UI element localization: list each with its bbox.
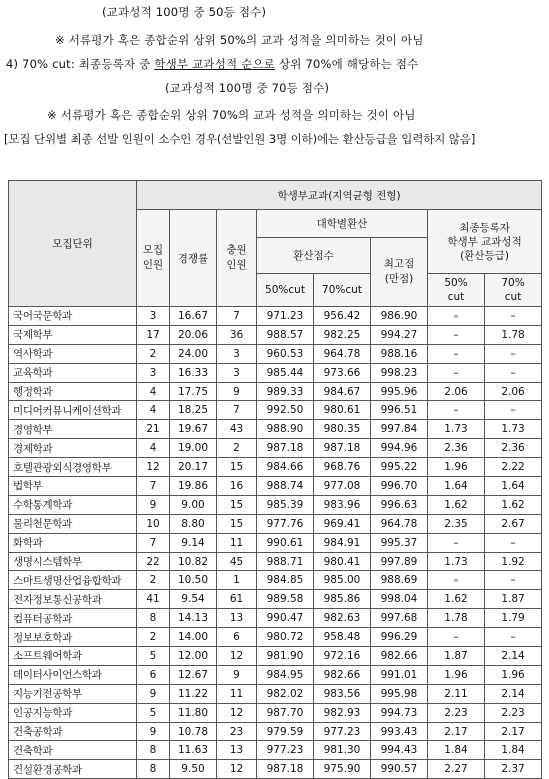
table-cell: 997.84 (371, 420, 428, 439)
table-cell: – (428, 571, 485, 590)
table-cell-unit: 컴퓨터공학과 (9, 609, 137, 628)
table-row (9, 401, 542, 420)
table-cell: 1.62 (485, 495, 542, 514)
table-cell: 1.64 (428, 477, 485, 496)
table-row (9, 477, 542, 496)
table-cell: 968.76 (314, 458, 371, 477)
table-cell: 10.82 (170, 552, 217, 571)
table-cell-unit: 물리천문학과 (9, 514, 137, 533)
table-cell: 998.04 (371, 590, 428, 609)
header-max: 최고점 (만점) (371, 238, 428, 307)
table-cell: – (428, 344, 485, 363)
table-cell: 41 (137, 590, 170, 609)
table-cell: 12.67 (170, 665, 217, 684)
table-cell: 2.14 (485, 647, 542, 666)
table-cell: 1.73 (485, 420, 542, 439)
table-cell: 995.98 (371, 684, 428, 703)
note-line-2: ※ 서류평가 혹은 종합순위 상위 50%의 교과 성적을 의미하는 것이 아님 (55, 33, 424, 47)
table-cell: 20.17 (170, 458, 217, 477)
table-cell: – (485, 533, 542, 552)
table-cell: 2.23 (428, 703, 485, 722)
table-cell: 989.33 (257, 382, 314, 401)
table-cell: 1.87 (485, 590, 542, 609)
table-cell: 988.16 (371, 344, 428, 363)
table-cell: 980.61 (314, 401, 371, 420)
table-cell: 1.84 (428, 741, 485, 760)
table-cell-unit: 행정학과 (9, 382, 137, 401)
table-cell: 1.62 (428, 495, 485, 514)
table-cell: 2.17 (428, 722, 485, 741)
table-cell: 1.92 (485, 552, 542, 571)
table-cell: 2.67 (485, 514, 542, 533)
note-line-4: (교과성적 100명 중 70등 점수) (165, 81, 330, 95)
table-cell: 984.85 (257, 571, 314, 590)
table-cell: 7 (137, 533, 170, 552)
table-cell: 16.67 (170, 307, 217, 326)
table-cell: 14.00 (170, 628, 217, 647)
table-cell: 11 (217, 684, 257, 703)
table-cell: 4 (137, 401, 170, 420)
table-cell: 1.96 (428, 665, 485, 684)
table-cell: 9 (217, 665, 257, 684)
table-cell: – (485, 401, 542, 420)
table-cell: 995.22 (371, 458, 428, 477)
table-cell: 2.17 (485, 722, 542, 741)
table-cell: 975.90 (314, 760, 371, 779)
table-cell: 993.43 (371, 722, 428, 741)
table-cell: 1.73 (428, 420, 485, 439)
table-cell: 15 (217, 514, 257, 533)
table-row (9, 307, 542, 326)
table-cell: 7 (137, 477, 170, 496)
table-cell: 2.36 (428, 439, 485, 458)
table-row (9, 325, 542, 344)
table-cell: 6 (217, 628, 257, 647)
table-cell: 5 (137, 647, 170, 666)
table-cell: 10 (137, 514, 170, 533)
table-cell: 45 (217, 552, 257, 571)
table-cell: 1.79 (485, 609, 542, 628)
table-cell-unit: 미디어커뮤니케이션학과 (9, 401, 137, 420)
table-cell: 12 (217, 647, 257, 666)
table-cell: 977.08 (314, 477, 371, 496)
table-cell: 10.78 (170, 722, 217, 741)
table-cell: 43 (217, 420, 257, 439)
table-cell: 13 (217, 741, 257, 760)
table-cell: 982.25 (314, 325, 371, 344)
table-cell: 6 (137, 665, 170, 684)
table-cell: 23 (217, 722, 257, 741)
table-cell: 990.61 (257, 533, 314, 552)
table-cell: 996.70 (371, 477, 428, 496)
table-cell-unit: 전자정보통신공학과 (9, 590, 137, 609)
admission-results-table (8, 180, 542, 779)
table-cell: 971.23 (257, 307, 314, 326)
table-cell: 5 (137, 703, 170, 722)
table-cell: 982.63 (314, 609, 371, 628)
table-cell: 9 (217, 382, 257, 401)
header-grade50: 50% cut (428, 274, 485, 307)
table-row (9, 458, 542, 477)
table-cell: 986.90 (371, 307, 428, 326)
table-cell: 985.86 (314, 590, 371, 609)
table-cell: 996.63 (371, 495, 428, 514)
table-row (9, 514, 542, 533)
table-cell-unit: 인공지능학과 (9, 703, 137, 722)
table-cell-unit: 스마트생명산업융합학과 (9, 571, 137, 590)
table-row (9, 439, 542, 458)
table-cell: 10.50 (170, 571, 217, 590)
table-cell: 994.43 (371, 741, 428, 760)
table-cell: 990.47 (257, 609, 314, 628)
table-cell: 972.16 (314, 647, 371, 666)
table-cell: 12 (217, 703, 257, 722)
table-row (9, 741, 542, 760)
table-cell: 992.50 (257, 401, 314, 420)
table-cell: 9 (137, 495, 170, 514)
table-cell: 989.58 (257, 590, 314, 609)
table-cell-unit: 건축공학과 (9, 722, 137, 741)
table-cell: 964.78 (371, 514, 428, 533)
table-cell: 22 (137, 552, 170, 571)
table-cell: 985.00 (314, 571, 371, 590)
table-cell: 1.84 (485, 741, 542, 760)
table-cell: 973.66 (314, 363, 371, 382)
table-cell: 2.11 (428, 684, 485, 703)
table-cell: 9.00 (170, 495, 217, 514)
table-cell: – (485, 571, 542, 590)
table-cell: 3 (137, 363, 170, 382)
table-row (9, 552, 542, 571)
table-cell: 980.35 (314, 420, 371, 439)
table-cell: 8 (137, 609, 170, 628)
note-line-5: ※ 서류평가 혹은 종합순위 상위 70%의 교과 성적을 의미하는 것이 아님 (47, 108, 416, 122)
table-cell: 1.87 (428, 647, 485, 666)
table-cell: 3 (217, 363, 257, 382)
table-cell: 16 (217, 477, 257, 496)
table-cell-unit: 소프트웨어학과 (9, 647, 137, 666)
table-cell: 2 (137, 571, 170, 590)
table-cell: 985.44 (257, 363, 314, 382)
table-cell: 984.67 (314, 382, 371, 401)
table-cell-unit: 경영학부 (9, 420, 137, 439)
table-cell: 1.73 (428, 552, 485, 571)
table-cell: 981.30 (314, 741, 371, 760)
table-cell-unit: 생명시스템학부 (9, 552, 137, 571)
table-cell: – (428, 307, 485, 326)
table-cell: 11.22 (170, 684, 217, 703)
table-cell: 984.95 (257, 665, 314, 684)
table-cell: 2.23 (485, 703, 542, 722)
table-cell: 994.73 (371, 703, 428, 722)
table-cell: 1.96 (485, 665, 542, 684)
table-cell: 982.66 (314, 665, 371, 684)
table-cell: 4 (137, 382, 170, 401)
table-cell-unit: 수학통계학과 (9, 495, 137, 514)
table-cell: 12 (137, 458, 170, 477)
table-row (9, 420, 542, 439)
header-cut70: 70%cut (314, 274, 371, 307)
table-cell: 14.13 (170, 609, 217, 628)
note-line-3-prefix: 4) 70% cut: 최종등록자 중 (6, 57, 155, 71)
table-cell: 4 (137, 439, 170, 458)
table-row (9, 363, 542, 382)
table-cell: 994.96 (371, 439, 428, 458)
table-cell: 982.02 (257, 684, 314, 703)
table-cell: 979.59 (257, 722, 314, 741)
header-conv-score: 환산점수 (257, 238, 371, 274)
table-row (9, 609, 542, 628)
table-cell: – (485, 628, 542, 647)
table-cell: 61 (217, 590, 257, 609)
table-cell: 3 (137, 307, 170, 326)
table-row (9, 760, 542, 779)
table-cell: 8.80 (170, 514, 217, 533)
table-cell: 2.27 (428, 760, 485, 779)
table-cell: 994.27 (371, 325, 428, 344)
table-cell: 1.62 (428, 590, 485, 609)
table-cell: 985.39 (257, 495, 314, 514)
table-cell: 987.18 (257, 760, 314, 779)
table-cell: 997.89 (371, 552, 428, 571)
header-group: 학생부교과(지역균형 전형) (137, 181, 542, 210)
table-cell: 11.80 (170, 703, 217, 722)
table-row (9, 703, 542, 722)
table-cell: 983.96 (314, 495, 371, 514)
header-unit: 모집단위 (9, 181, 137, 307)
table-cell: 1.78 (485, 325, 542, 344)
table-cell: 987.18 (257, 439, 314, 458)
table-cell: 19.67 (170, 420, 217, 439)
table-cell: 977.76 (257, 514, 314, 533)
table-cell: 12.00 (170, 647, 217, 666)
table-cell: 982.93 (314, 703, 371, 722)
table-cell-unit: 교육학과 (9, 363, 137, 382)
table-cell: 988.74 (257, 477, 314, 496)
table-cell: 9 (137, 722, 170, 741)
note-line-1: (교과성적 100명 중 50등 점수) (102, 5, 267, 19)
table-row (9, 590, 542, 609)
table-cell: 13 (217, 609, 257, 628)
table-cell: 9.54 (170, 590, 217, 609)
table-cell: – (428, 325, 485, 344)
table-cell: 977.23 (314, 722, 371, 741)
table-cell: 15 (217, 495, 257, 514)
table-row (9, 382, 542, 401)
table-cell: 24.00 (170, 344, 217, 363)
table-cell: 988.57 (257, 325, 314, 344)
table-cell-unit: 경제학과 (9, 439, 137, 458)
table-cell: 980.41 (314, 552, 371, 571)
table-cell: – (485, 307, 542, 326)
table-cell: 15 (217, 458, 257, 477)
table-cell: 983.56 (314, 684, 371, 703)
table-cell: 2.06 (428, 382, 485, 401)
table-cell-unit: 국어국문학과 (9, 307, 137, 326)
header-grade70: 70% cut (485, 274, 542, 307)
table-cell: 991.01 (371, 665, 428, 684)
table-cell: 960.53 (257, 344, 314, 363)
table-header (9, 181, 542, 307)
table-row (9, 495, 542, 514)
table-cell: – (428, 363, 485, 382)
table-cell: 998.23 (371, 363, 428, 382)
table-cell-unit: 정보보호학과 (9, 628, 137, 647)
note-line-3 (6, 56, 418, 72)
table-cell: 995.96 (371, 382, 428, 401)
header-final-grade: 최종등록자 학생부 교과성적 (환산등급) (428, 210, 542, 274)
table-cell: 988.90 (257, 420, 314, 439)
table-body (9, 307, 542, 779)
table-cell: – (428, 401, 485, 420)
table-row (9, 533, 542, 552)
table-cell: 17.75 (170, 382, 217, 401)
header-univ-score: 대학별환산 (257, 210, 428, 238)
table-cell: 2 (217, 439, 257, 458)
table-cell: – (428, 628, 485, 647)
table-cell: 9.14 (170, 533, 217, 552)
table-cell: 988.71 (257, 552, 314, 571)
table-cell: 969.41 (314, 514, 371, 533)
note-line-6: [모집 단위별 최종 선발 인원이 소수인 경우(선발인원 3명 이하)에는 환산등급을 입력하지 않음] (4, 132, 476, 146)
table-cell: 964.78 (314, 344, 371, 363)
table-cell: 996.29 (371, 628, 428, 647)
table-cell: 997.68 (371, 609, 428, 628)
table-cell: 11 (217, 533, 257, 552)
header-competition: 경쟁률 (170, 210, 217, 307)
table-cell: 984.66 (257, 458, 314, 477)
table-cell: – (485, 344, 542, 363)
note-line-3-underlined: 학생부 교과성적 순으로 (154, 57, 276, 71)
note-line-3-suffix: 상위 70%에 해당하는 점수 (275, 57, 419, 71)
table-cell: – (485, 363, 542, 382)
table-cell: 20.06 (170, 325, 217, 344)
table-cell: 7 (217, 307, 257, 326)
table-cell-unit: 지능기전공학부 (9, 684, 137, 703)
table-cell: 981.90 (257, 647, 314, 666)
table-row (9, 684, 542, 703)
table-cell: 2.14 (485, 684, 542, 703)
table-row (9, 665, 542, 684)
table-cell: 18.25 (170, 401, 217, 420)
table-cell: 1 (217, 571, 257, 590)
table-cell: 1.78 (428, 609, 485, 628)
table-cell: 2.37 (485, 760, 542, 779)
table-row (9, 571, 542, 590)
table-cell: 956.42 (314, 307, 371, 326)
table-cell: 984.91 (314, 533, 371, 552)
table-cell-unit: 화학과 (9, 533, 137, 552)
table-cell: 3 (217, 344, 257, 363)
table-cell-unit: 국제학부 (9, 325, 137, 344)
table-cell: 7 (217, 401, 257, 420)
table-cell: – (428, 533, 485, 552)
table-cell: 11.63 (170, 741, 217, 760)
table-cell: 21 (137, 420, 170, 439)
header-cut50: 50%cut (257, 274, 314, 307)
table-cell: 2.06 (485, 382, 542, 401)
table-cell-unit: 역사학과 (9, 344, 137, 363)
table-cell-unit: 호텔관광외식경영학부 (9, 458, 137, 477)
table-cell: 2.36 (485, 439, 542, 458)
table-cell: 980.72 (257, 628, 314, 647)
table-row (9, 344, 542, 363)
table-cell: 19.86 (170, 477, 217, 496)
table-cell-unit: 법학부 (9, 477, 137, 496)
table-cell: 958.48 (314, 628, 371, 647)
table-cell: 2 (137, 344, 170, 363)
table-cell: 1.96 (428, 458, 485, 477)
table-cell: 17 (137, 325, 170, 344)
table-cell-unit: 건축학과 (9, 741, 137, 760)
table-cell-unit: 건설환경공학과 (9, 760, 137, 779)
table-cell: 987.70 (257, 703, 314, 722)
table-cell-unit: 데이터사이언스학과 (9, 665, 137, 684)
table-cell: 988.69 (371, 571, 428, 590)
table-row (9, 647, 542, 666)
table-cell: 990.57 (371, 760, 428, 779)
table-cell: 19.00 (170, 439, 217, 458)
table-cell: 2.35 (428, 514, 485, 533)
table-cell: 987.18 (314, 439, 371, 458)
table-cell: 2.22 (485, 458, 542, 477)
table-cell: 9.50 (170, 760, 217, 779)
table-cell: 8 (137, 760, 170, 779)
header-extra: 충원 인원 (217, 210, 257, 307)
table-row (9, 628, 542, 647)
table-cell: 996.51 (371, 401, 428, 420)
table-row (9, 722, 542, 741)
table-cell: 2 (137, 628, 170, 647)
table-cell: 982.66 (371, 647, 428, 666)
table-cell: 9 (137, 684, 170, 703)
table-cell: 995.37 (371, 533, 428, 552)
table-cell: 8 (137, 741, 170, 760)
table-cell: 16.33 (170, 363, 217, 382)
table-cell: 977.23 (257, 741, 314, 760)
table-cell: 1.64 (485, 477, 542, 496)
table-cell: 12 (217, 760, 257, 779)
header-quota: 모집 인원 (137, 210, 170, 307)
table-cell: 36 (217, 325, 257, 344)
